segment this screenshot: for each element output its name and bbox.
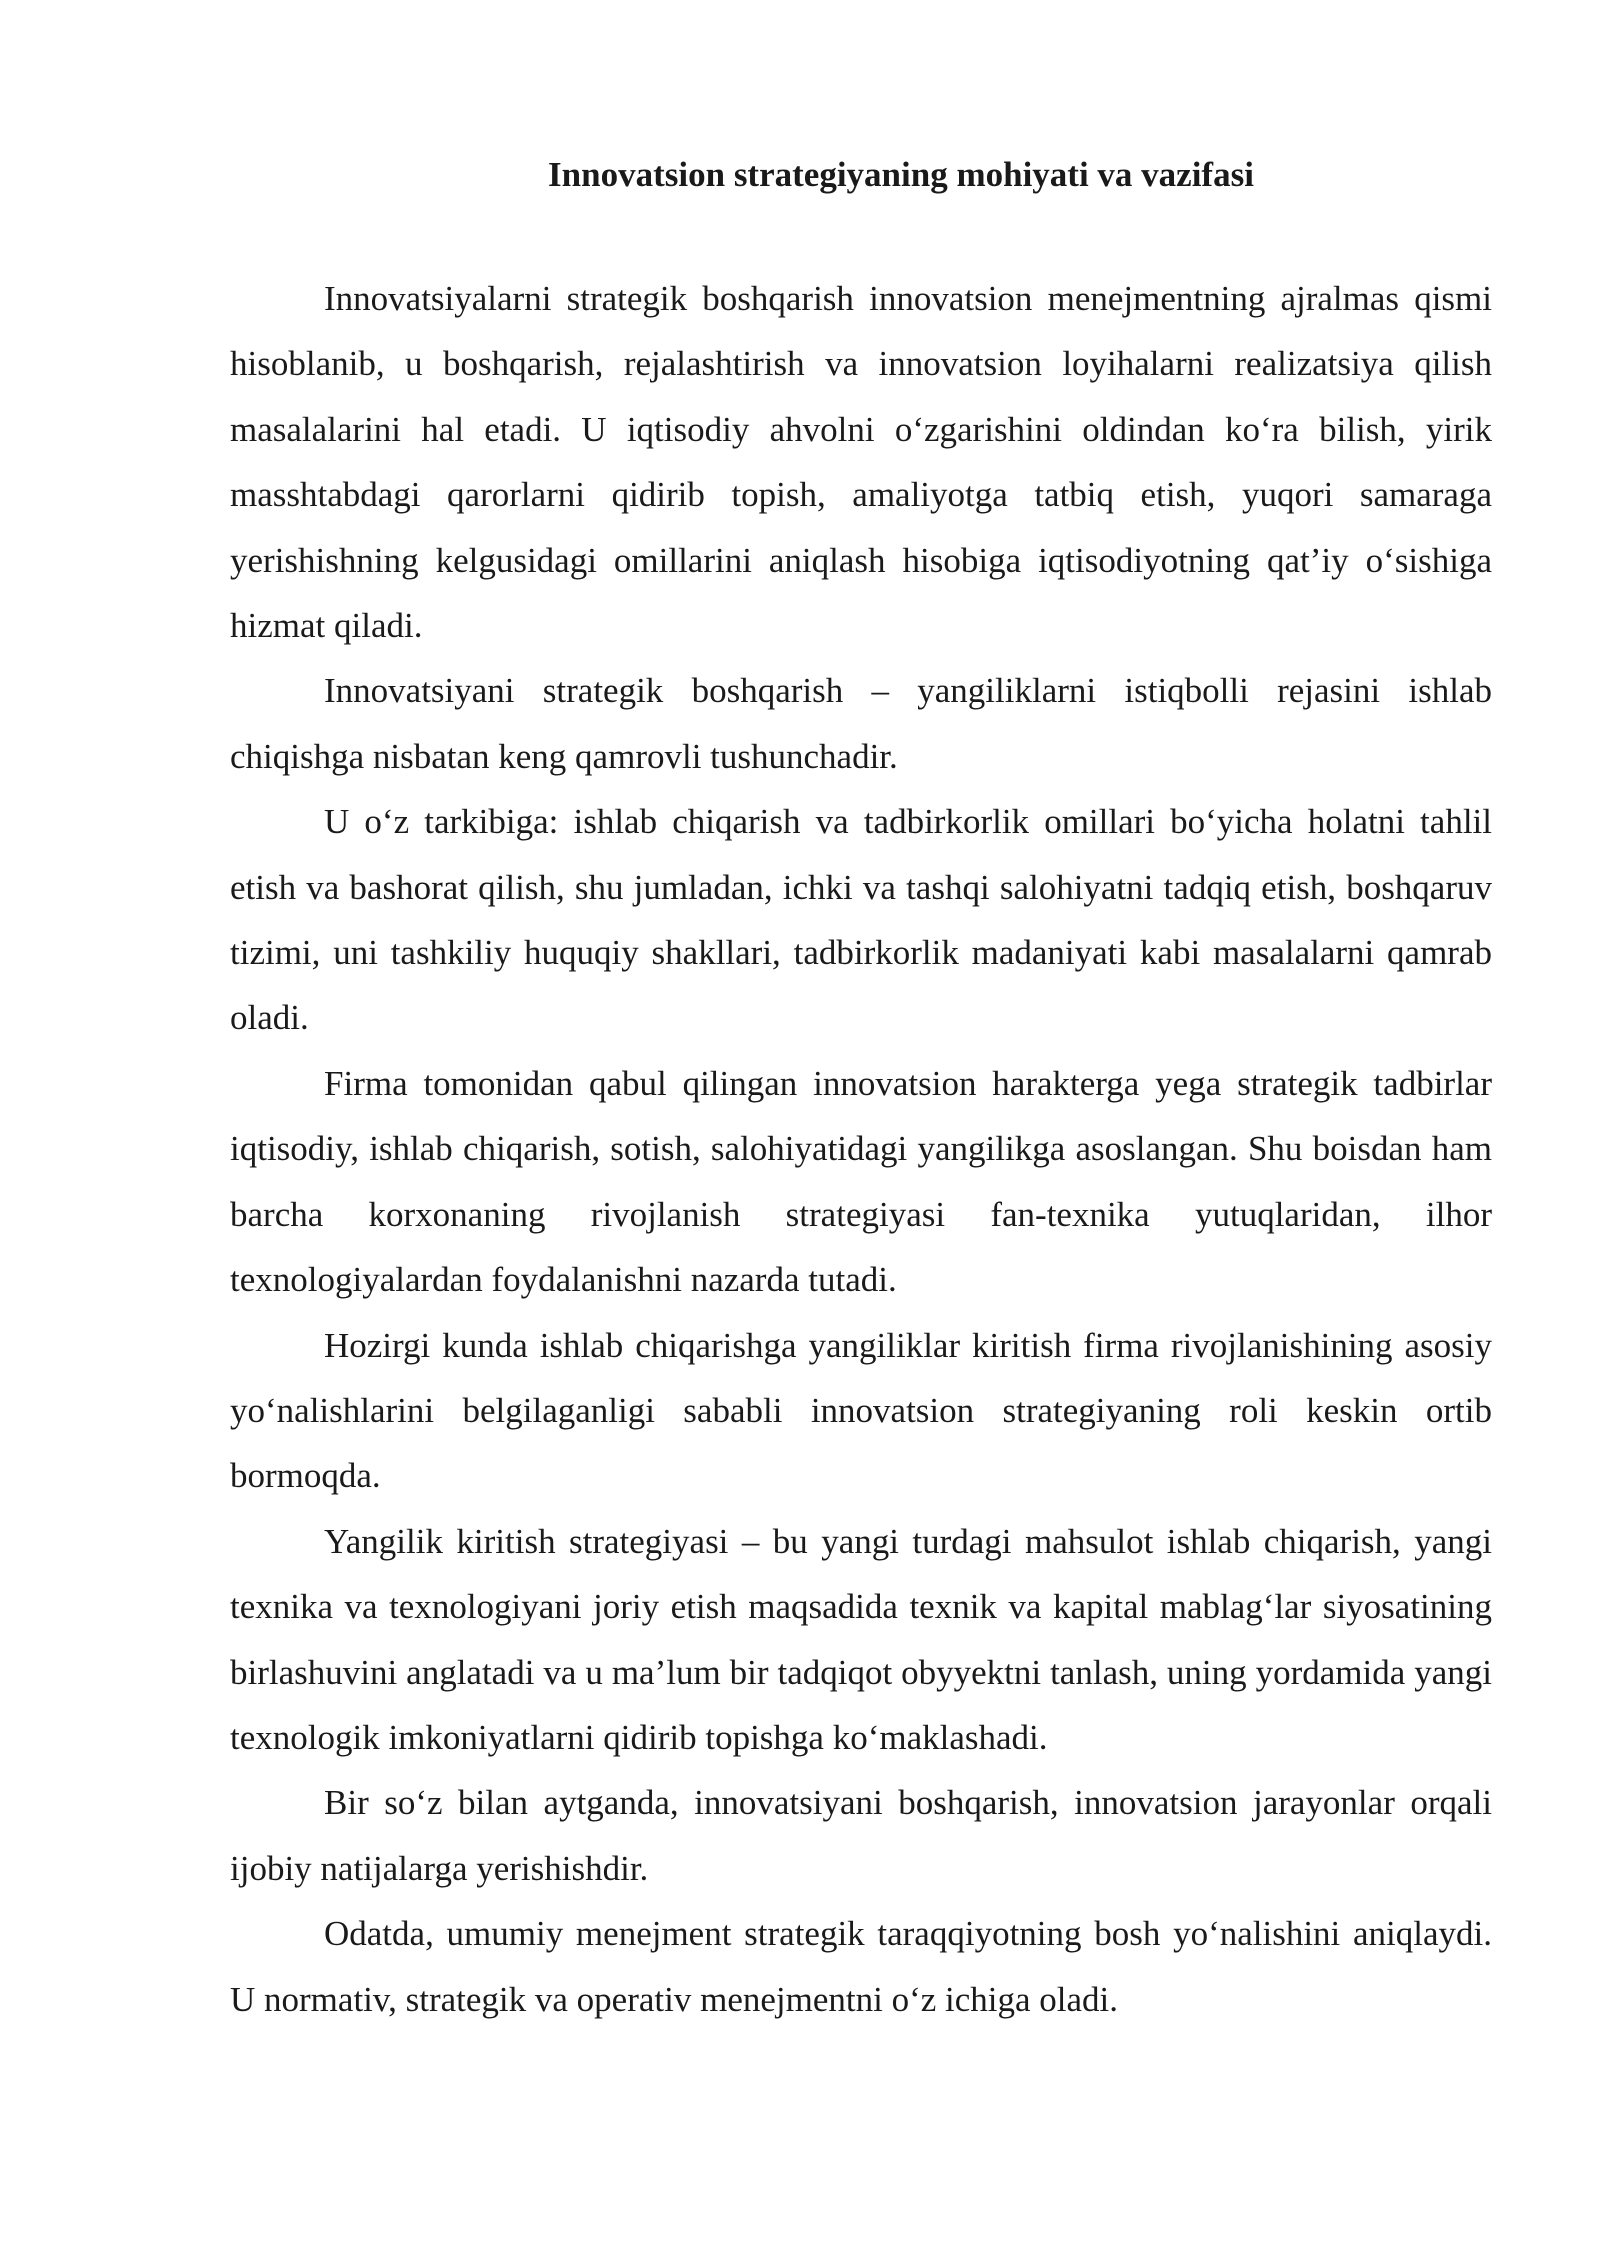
paragraph-5: Hozirgi kunda ishlab chiqarishga yangiliklar kiritish firma rivojlanishining asosiy yo‘nalishlarini belgilaganligi sababli innovatsion strategiyaning roli keskin ortib bormoqda. [230, 1325, 1492, 1496]
paragraph-6: Yangilik kiritish strategiyasi – bu yangi turdagi mahsulot ishlab chiqarish, yangi texnika va texnologiyani joriy etish maqsadida texnik va kapital mablag‘lar siyosatining birlashuvini anglatadi va u ma’lum bir tadqiqot obyyektni tanlash, uning yordamida yangi texnologik imkoniyatlarni qidirib topishga ko‘maklashadi. [230, 1521, 1492, 1757]
paragraph-3: U o‘z tarkibiga: ishlab chiqarish va tadbirkorlik omillari bo‘yicha holatni tahlil etish va bashorat qilish, shu jumladan, ichki va tashqi salohiyatni tadqiq etish, boshqaruv tizimi, uni tashkiliy huquqiy shakllari, tadbirkorlik madaniyati kabi masalalarni qamrab oladi. [230, 802, 1492, 1038]
paragraph-4: Firma tomonidan qabul qilingan innovatsion harakterga yega strategik tadbirlar iqtisodiy, ishlab chiqarish, sotish, salohiyatidagi yangilikga asoslangan. Shu boisdan ham barcha korxonaning rivojlanish strategiyasi fan-texnika yutuqlaridan, ilhor texnologiyalardan foydalanishni nazarda tutadi. [230, 1063, 1492, 1300]
document-title: Innovatsion strategiyaning mohiyati va vazifasi [548, 155, 1254, 194]
paragraph-2: Innovatsiyani strategik boshqarish – yangiliklarni istiqbolli rejasini ishlab chiqishga nisbatan keng qamrovli tushunchadir. [230, 671, 1492, 776]
paragraph-1: Innovatsiyalarni strategik boshqarish innovatsion menejmentning ajralmas qismi hisoblanib, u boshqarish, rejalashtirish va innovatsion loyihalarni realizatsiya qilish masalalarini hal etadi. U iqtisodiy ahvolni o‘zgarishini oldindan ko‘ra bilish, yirik masshtabdagi qarorlarni qidirib topish, amaliyotga tatbiq etish, yuqori samaraga yerishishning kelgusidagi omillarini aniqlash hisobiga iqtisodiyotning qat’iy o‘sishiga hizmat qiladi. [230, 279, 1492, 646]
paragraph-7: Bir so‘z bilan aytganda, innovatsiyani boshqarish, innovatsion jarayonlar orqali ijobiy natijalarga yerishishdir. [230, 1783, 1492, 1888]
paragraph-8: Odatda, umumiy menejment strategik taraqqiyotning bosh yo‘nalishini aniqlaydi. U normativ, strategik va operativ menejmentni o‘z ichiga oladi. [230, 1914, 1492, 2019]
document-page [230, 150, 1492, 2032]
